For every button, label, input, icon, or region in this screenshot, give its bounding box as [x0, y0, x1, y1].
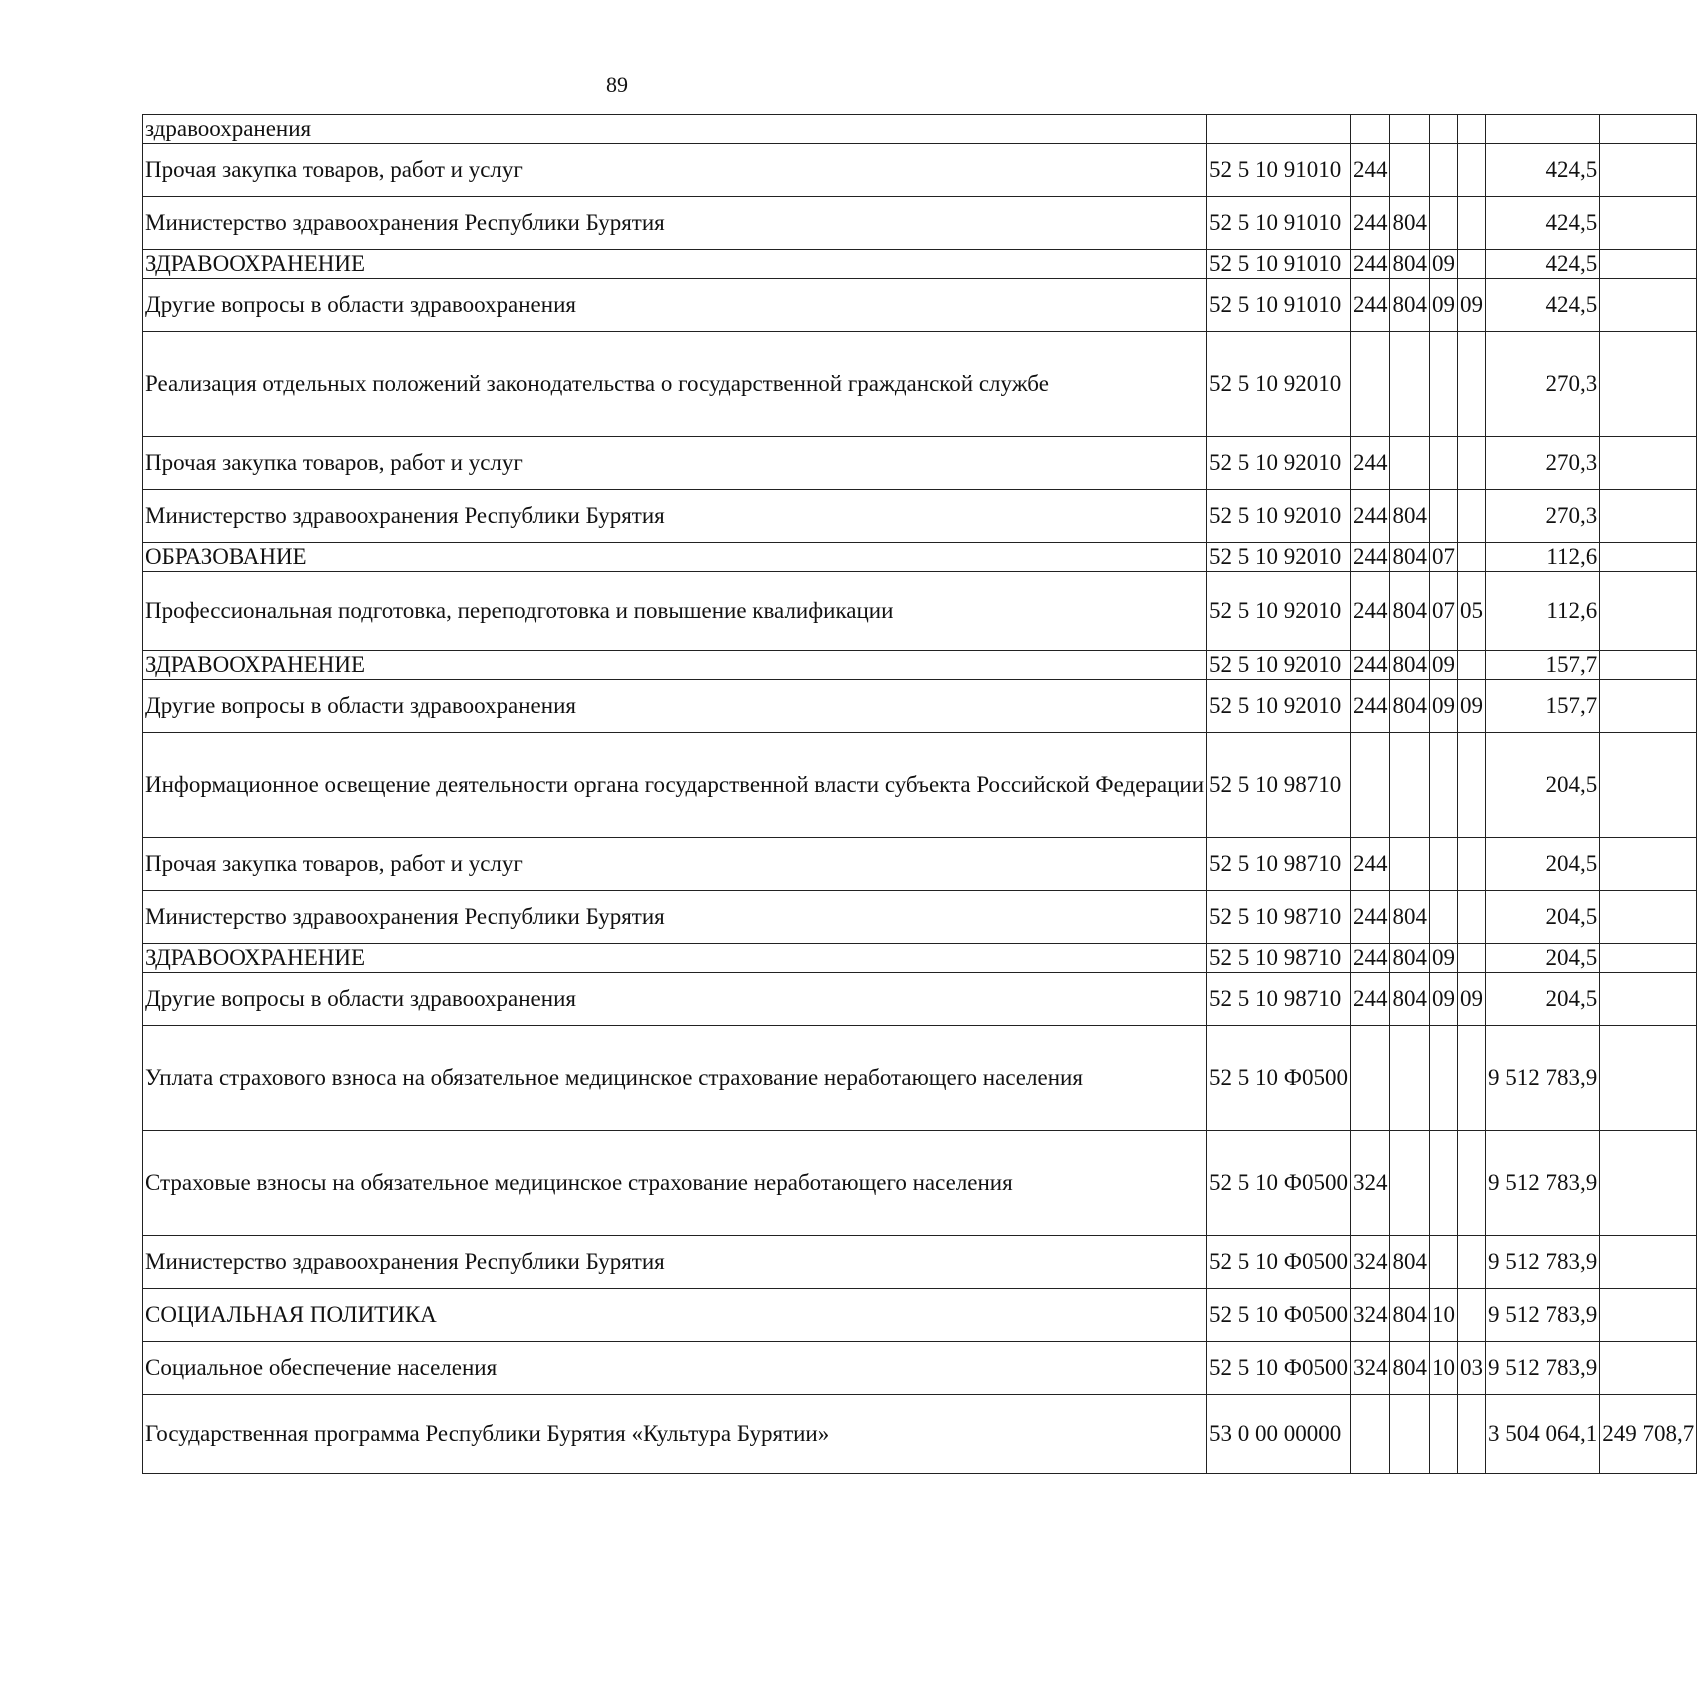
table-row	[143, 197, 1697, 250]
expense-name-cell: здравоохранения	[143, 115, 1207, 144]
expense-name-cell: Информационное освещение деятельности органа государственной власти субъекта Российской Федерации	[143, 733, 1207, 838]
table-row	[143, 490, 1697, 543]
administrator-cell: 804	[1390, 490, 1430, 543]
federal-amount-cell	[1600, 437, 1697, 490]
subsection-cell	[1457, 115, 1485, 144]
federal-amount-cell	[1600, 279, 1697, 332]
amount-cell: 9 512 783,9	[1485, 1131, 1599, 1236]
target-article-cell: 52 5 10 92010	[1207, 543, 1351, 572]
expense-type-cell: 244	[1350, 543, 1390, 572]
expense-name-cell: ЗДРАВООХРАНЕНИЕ	[143, 944, 1207, 973]
amount-cell: 424,5	[1485, 250, 1599, 279]
table-row	[143, 144, 1697, 197]
subsection-cell: 09	[1457, 680, 1485, 733]
section-cell	[1429, 115, 1457, 144]
federal-amount-cell	[1600, 973, 1697, 1026]
expense-name-cell: Уплата страхового взноса на обязательное медицинское страхование неработающего населения	[143, 1026, 1207, 1131]
federal-amount-cell	[1600, 332, 1697, 437]
subsection-cell	[1457, 838, 1485, 891]
federal-amount-cell	[1600, 733, 1697, 838]
subsection-cell: 09	[1457, 973, 1485, 1026]
federal-amount-cell	[1600, 1289, 1697, 1342]
section-cell	[1429, 332, 1457, 437]
amount-cell: 9 512 783,9	[1485, 1289, 1599, 1342]
expense-type-cell: 324	[1350, 1131, 1390, 1236]
administrator-cell	[1390, 332, 1430, 437]
target-article-cell: 53 0 00 00000	[1207, 1395, 1351, 1474]
expense-type-cell	[1350, 115, 1390, 144]
section-cell	[1429, 437, 1457, 490]
administrator-cell: 804	[1390, 1342, 1430, 1395]
amount-cell: 270,3	[1485, 332, 1599, 437]
administrator-cell	[1390, 733, 1430, 838]
federal-amount-cell: 249 708,7	[1600, 1395, 1697, 1474]
section-cell: 07	[1429, 572, 1457, 651]
section-cell: 09	[1429, 279, 1457, 332]
federal-amount-cell	[1600, 838, 1697, 891]
subsection-cell	[1457, 490, 1485, 543]
expense-name-cell: Реализация отдельных положений законодательства о государственной гражданской службе	[143, 332, 1207, 437]
subsection-cell	[1457, 1236, 1485, 1289]
expense-type-cell: 244	[1350, 250, 1390, 279]
table-row	[143, 437, 1697, 490]
amount-cell: 424,5	[1485, 197, 1599, 250]
federal-amount-cell	[1600, 1026, 1697, 1131]
amount-cell: 9 512 783,9	[1485, 1236, 1599, 1289]
subsection-cell	[1457, 1395, 1485, 1474]
expense-type-cell: 244	[1350, 437, 1390, 490]
target-article-cell: 52 5 10 Ф0500	[1207, 1236, 1351, 1289]
target-article-cell: 52 5 10 98710	[1207, 891, 1351, 944]
target-article-cell: 52 5 10 92010	[1207, 680, 1351, 733]
table-row	[143, 1236, 1697, 1289]
subsection-cell	[1457, 1289, 1485, 1342]
expense-type-cell: 324	[1350, 1289, 1390, 1342]
administrator-cell	[1390, 144, 1430, 197]
subsection-cell	[1457, 891, 1485, 944]
federal-amount-cell	[1600, 250, 1697, 279]
expense-type-cell: 324	[1350, 1342, 1390, 1395]
budget-table	[142, 114, 1697, 1474]
subsection-cell: 05	[1457, 572, 1485, 651]
amount-cell: 204,5	[1485, 838, 1599, 891]
subsection-cell	[1457, 197, 1485, 250]
expense-name-cell: Государственная программа Республики Бурятия «Культура Бурятии»	[143, 1395, 1207, 1474]
federal-amount-cell	[1600, 1236, 1697, 1289]
administrator-cell: 804	[1390, 197, 1430, 250]
amount-cell: 157,7	[1485, 680, 1599, 733]
section-cell	[1429, 197, 1457, 250]
federal-amount-cell	[1600, 572, 1697, 651]
section-cell: 09	[1429, 944, 1457, 973]
expense-name-cell: Министерство здравоохранения Республики Бурятия	[143, 197, 1207, 250]
table-row	[143, 115, 1697, 144]
table-row	[143, 572, 1697, 651]
federal-amount-cell	[1600, 543, 1697, 572]
expense-type-cell: 244	[1350, 197, 1390, 250]
table-row	[143, 973, 1697, 1026]
expense-type-cell	[1350, 1395, 1390, 1474]
expense-type-cell	[1350, 332, 1390, 437]
target-article-cell: 52 5 10 98710	[1207, 838, 1351, 891]
expense-name-cell: Другие вопросы в области здравоохранения	[143, 680, 1207, 733]
amount-cell: 157,7	[1485, 651, 1599, 680]
expense-type-cell	[1350, 733, 1390, 838]
administrator-cell: 804	[1390, 680, 1430, 733]
federal-amount-cell	[1600, 891, 1697, 944]
expense-name-cell: ЗДРАВООХРАНЕНИЕ	[143, 250, 1207, 279]
expense-name-cell: Прочая закупка товаров, работ и услуг	[143, 144, 1207, 197]
administrator-cell: 804	[1390, 651, 1430, 680]
section-cell	[1429, 490, 1457, 543]
section-cell	[1429, 838, 1457, 891]
expense-type-cell: 324	[1350, 1236, 1390, 1289]
table-row	[143, 838, 1697, 891]
subsection-cell	[1457, 1131, 1485, 1236]
federal-amount-cell	[1600, 944, 1697, 973]
section-cell: 09	[1429, 973, 1457, 1026]
administrator-cell	[1390, 437, 1430, 490]
section-cell	[1429, 1395, 1457, 1474]
subsection-cell	[1457, 733, 1485, 838]
expense-type-cell	[1350, 1026, 1390, 1131]
expense-name-cell: ЗДРАВООХРАНЕНИЕ	[143, 651, 1207, 680]
amount-cell: 3 504 064,1	[1485, 1395, 1599, 1474]
section-cell: 10	[1429, 1342, 1457, 1395]
expense-type-cell: 244	[1350, 144, 1390, 197]
amount-cell: 9 512 783,9	[1485, 1342, 1599, 1395]
expense-name-cell: Министерство здравоохранения Республики Бурятия	[143, 1236, 1207, 1289]
target-article-cell: 52 5 10 92010	[1207, 651, 1351, 680]
target-article-cell: 52 5 10 91010	[1207, 144, 1351, 197]
target-article-cell: 52 5 10 98710	[1207, 733, 1351, 838]
table-row	[143, 1131, 1697, 1236]
expense-name-cell: Другие вопросы в области здравоохранения	[143, 973, 1207, 1026]
administrator-cell: 804	[1390, 572, 1430, 651]
target-article-cell: 52 5 10 Ф0500	[1207, 1131, 1351, 1236]
expense-name-cell: Прочая закупка товаров, работ и услуг	[143, 437, 1207, 490]
expense-name-cell: ОБРАЗОВАНИЕ	[143, 543, 1207, 572]
target-article-cell: 52 5 10 92010	[1207, 332, 1351, 437]
amount-cell: 112,6	[1485, 572, 1599, 651]
expense-name-cell: Министерство здравоохранения Республики Бурятия	[143, 891, 1207, 944]
table-row	[143, 733, 1697, 838]
table-row	[143, 1026, 1697, 1131]
amount-cell: 204,5	[1485, 733, 1599, 838]
administrator-cell	[1390, 838, 1430, 891]
target-article-cell: 52 5 10 91010	[1207, 197, 1351, 250]
expense-type-cell: 244	[1350, 651, 1390, 680]
subsection-cell	[1457, 543, 1485, 572]
table-row	[143, 250, 1697, 279]
expense-name-cell: Прочая закупка товаров, работ и услуг	[143, 838, 1207, 891]
table-row	[143, 1289, 1697, 1342]
subsection-cell	[1457, 250, 1485, 279]
federal-amount-cell	[1600, 490, 1697, 543]
subsection-cell	[1457, 144, 1485, 197]
expense-type-cell: 244	[1350, 973, 1390, 1026]
target-article-cell: 52 5 10 98710	[1207, 944, 1351, 973]
federal-amount-cell	[1600, 197, 1697, 250]
table-row	[143, 1395, 1697, 1474]
table-row	[143, 279, 1697, 332]
administrator-cell: 804	[1390, 250, 1430, 279]
section-cell	[1429, 733, 1457, 838]
table-row	[143, 944, 1697, 973]
amount-cell: 270,3	[1485, 490, 1599, 543]
expense-type-cell: 244	[1350, 680, 1390, 733]
subsection-cell: 09	[1457, 279, 1485, 332]
table-row	[143, 332, 1697, 437]
administrator-cell: 804	[1390, 1289, 1430, 1342]
expense-name-cell: Социальное обеспечение населения	[143, 1342, 1207, 1395]
table-row	[143, 651, 1697, 680]
subsection-cell	[1457, 651, 1485, 680]
federal-amount-cell	[1600, 1131, 1697, 1236]
federal-amount-cell	[1600, 651, 1697, 680]
administrator-cell: 804	[1390, 1236, 1430, 1289]
expense-name-cell: Профессиональная подготовка, переподготовка и повышение квалификации	[143, 572, 1207, 651]
table-row	[143, 543, 1697, 572]
amount-cell: 9 512 783,9	[1485, 1026, 1599, 1131]
expense-type-cell: 244	[1350, 944, 1390, 973]
expense-type-cell: 244	[1350, 279, 1390, 332]
amount-cell: 204,5	[1485, 891, 1599, 944]
target-article-cell: 52 5 10 Ф0500	[1207, 1026, 1351, 1131]
section-cell	[1429, 1026, 1457, 1131]
expense-name-cell: Страховые взносы на обязательное медицинское страхование неработающего населения	[143, 1131, 1207, 1236]
section-cell	[1429, 891, 1457, 944]
amount-cell	[1485, 115, 1599, 144]
amount-cell: 270,3	[1485, 437, 1599, 490]
administrator-cell: 804	[1390, 891, 1430, 944]
table-row	[143, 891, 1697, 944]
amount-cell: 112,6	[1485, 543, 1599, 572]
target-article-cell	[1207, 115, 1351, 144]
subsection-cell	[1457, 944, 1485, 973]
federal-amount-cell	[1600, 115, 1697, 144]
target-article-cell: 52 5 10 92010	[1207, 490, 1351, 543]
target-article-cell: 52 5 10 91010	[1207, 250, 1351, 279]
table-row	[143, 680, 1697, 733]
administrator-cell: 804	[1390, 973, 1430, 1026]
administrator-cell: 804	[1390, 944, 1430, 973]
budget-table-body	[143, 115, 1697, 1474]
section-cell	[1429, 144, 1457, 197]
subsection-cell	[1457, 332, 1485, 437]
expense-name-cell: Министерство здравоохранения Республики Бурятия	[143, 490, 1207, 543]
administrator-cell: 804	[1390, 279, 1430, 332]
section-cell: 07	[1429, 543, 1457, 572]
section-cell: 09	[1429, 651, 1457, 680]
target-article-cell: 52 5 10 91010	[1207, 279, 1351, 332]
section-cell: 09	[1429, 250, 1457, 279]
administrator-cell	[1390, 1131, 1430, 1236]
target-article-cell: 52 5 10 98710	[1207, 973, 1351, 1026]
section-cell	[1429, 1131, 1457, 1236]
target-article-cell: 52 5 10 Ф0500	[1207, 1289, 1351, 1342]
subsection-cell	[1457, 1026, 1485, 1131]
amount-cell: 424,5	[1485, 279, 1599, 332]
page-number: 89	[606, 72, 628, 97]
table-row	[143, 1342, 1697, 1395]
expense-type-cell: 244	[1350, 490, 1390, 543]
federal-amount-cell	[1600, 144, 1697, 197]
amount-cell: 204,5	[1485, 973, 1599, 1026]
subsection-cell	[1457, 437, 1485, 490]
target-article-cell: 52 5 10 92010	[1207, 437, 1351, 490]
administrator-cell	[1390, 1026, 1430, 1131]
amount-cell: 204,5	[1485, 944, 1599, 973]
administrator-cell	[1390, 115, 1430, 144]
section-cell	[1429, 1236, 1457, 1289]
expense-type-cell: 244	[1350, 838, 1390, 891]
federal-amount-cell	[1600, 680, 1697, 733]
target-article-cell: 52 5 10 92010	[1207, 572, 1351, 651]
subsection-cell: 03	[1457, 1342, 1485, 1395]
expense-type-cell: 244	[1350, 891, 1390, 944]
administrator-cell: 804	[1390, 543, 1430, 572]
section-cell: 10	[1429, 1289, 1457, 1342]
federal-amount-cell	[1600, 1342, 1697, 1395]
expense-type-cell: 244	[1350, 572, 1390, 651]
target-article-cell: 52 5 10 Ф0500	[1207, 1342, 1351, 1395]
amount-cell: 424,5	[1485, 144, 1599, 197]
administrator-cell	[1390, 1395, 1430, 1474]
expense-name-cell: СОЦИАЛЬНАЯ ПОЛИТИКА	[143, 1289, 1207, 1342]
expense-name-cell: Другие вопросы в области здравоохранения	[143, 279, 1207, 332]
section-cell: 09	[1429, 680, 1457, 733]
